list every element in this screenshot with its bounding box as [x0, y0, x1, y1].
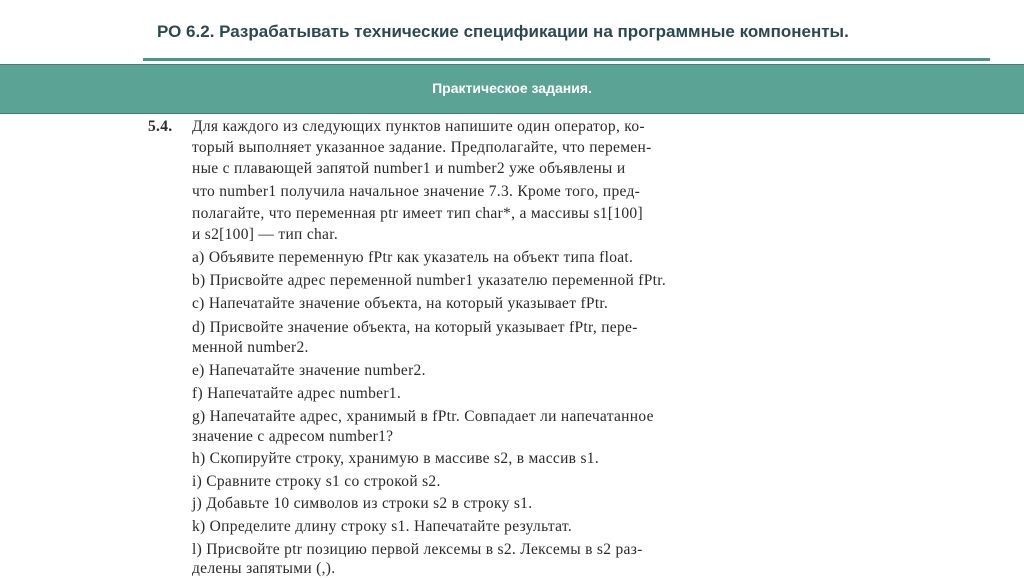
exercise-item-c: с) Напечатайте значение объекта, на который указывает fPtr. [192, 295, 609, 312]
section-banner [0, 64, 1024, 114]
exercise-item-i: i) Сравните строку s1 со строкой s2. [192, 473, 441, 490]
intro-line: и s2[100] — тип char. [192, 226, 339, 243]
title-underline [143, 58, 990, 61]
intro-line: торый выполняет указанное задание. Предполагайте, что перемен- [192, 139, 652, 156]
exercise-item-e: е) Напечатайте значение number2. [192, 362, 426, 379]
banner-title: Практическое задания. [432, 80, 592, 96]
intro-line: что number1 получила начальное значение 7.3. Кроме того, пред- [192, 183, 641, 200]
exercise-item-b: b) Присвойте адрес переменной number1 указателю переменной fPtr. [192, 272, 667, 289]
exercise-item-j: j) Добавьте 10 символов из строки s2 в строку s1. [192, 495, 533, 512]
intro-line: ные с плавающей запятой number1 и number2 уже объявлены и [192, 160, 626, 177]
exercise-item-a: а) Объявите переменную fPtr как указатель на объект типа float. [192, 249, 634, 266]
exercise-item-d: d) Присвойте значение объекта, на который указывает fPtr, пере- [192, 319, 638, 336]
exercise-item-k: k) Определите длину строку s1. Напечатайте результат. [192, 518, 572, 535]
exercise-item-g-cont: значение с адресом number1? [192, 428, 394, 445]
intro-line: полагайте, что переменная ptr имеет тип char*, а массивы s1[100] [192, 205, 643, 222]
exercise-item-l-cont: делены запятыми (,). [192, 560, 336, 577]
slide-title: РО 6.2. Разрабатывать технические спецификации на программные компоненты. [157, 22, 849, 41]
exercise-item-g: g) Напечатайте адрес, хранимый в fPtr. Совпадает ли напечатанное [192, 408, 654, 425]
exercise-item-d-cont: менной number2. [192, 339, 309, 356]
exercise-item-f: f) Напечатайте адрес number1. [192, 385, 402, 402]
scanned-textbook-excerpt [140, 114, 800, 577]
problem-number: 5.4. [148, 118, 173, 135]
exercise-item-l: l) Присвойте ptr позицию первой лексемы в s2. Лексемы в s2 раз- [192, 541, 643, 558]
intro-line: Для каждого из следующих пунктов напишите один оператор, ко- [192, 118, 645, 135]
exercise-item-h: h) Скопируйте строку, хранимую в массиве s2, в массив s1. [192, 450, 600, 467]
